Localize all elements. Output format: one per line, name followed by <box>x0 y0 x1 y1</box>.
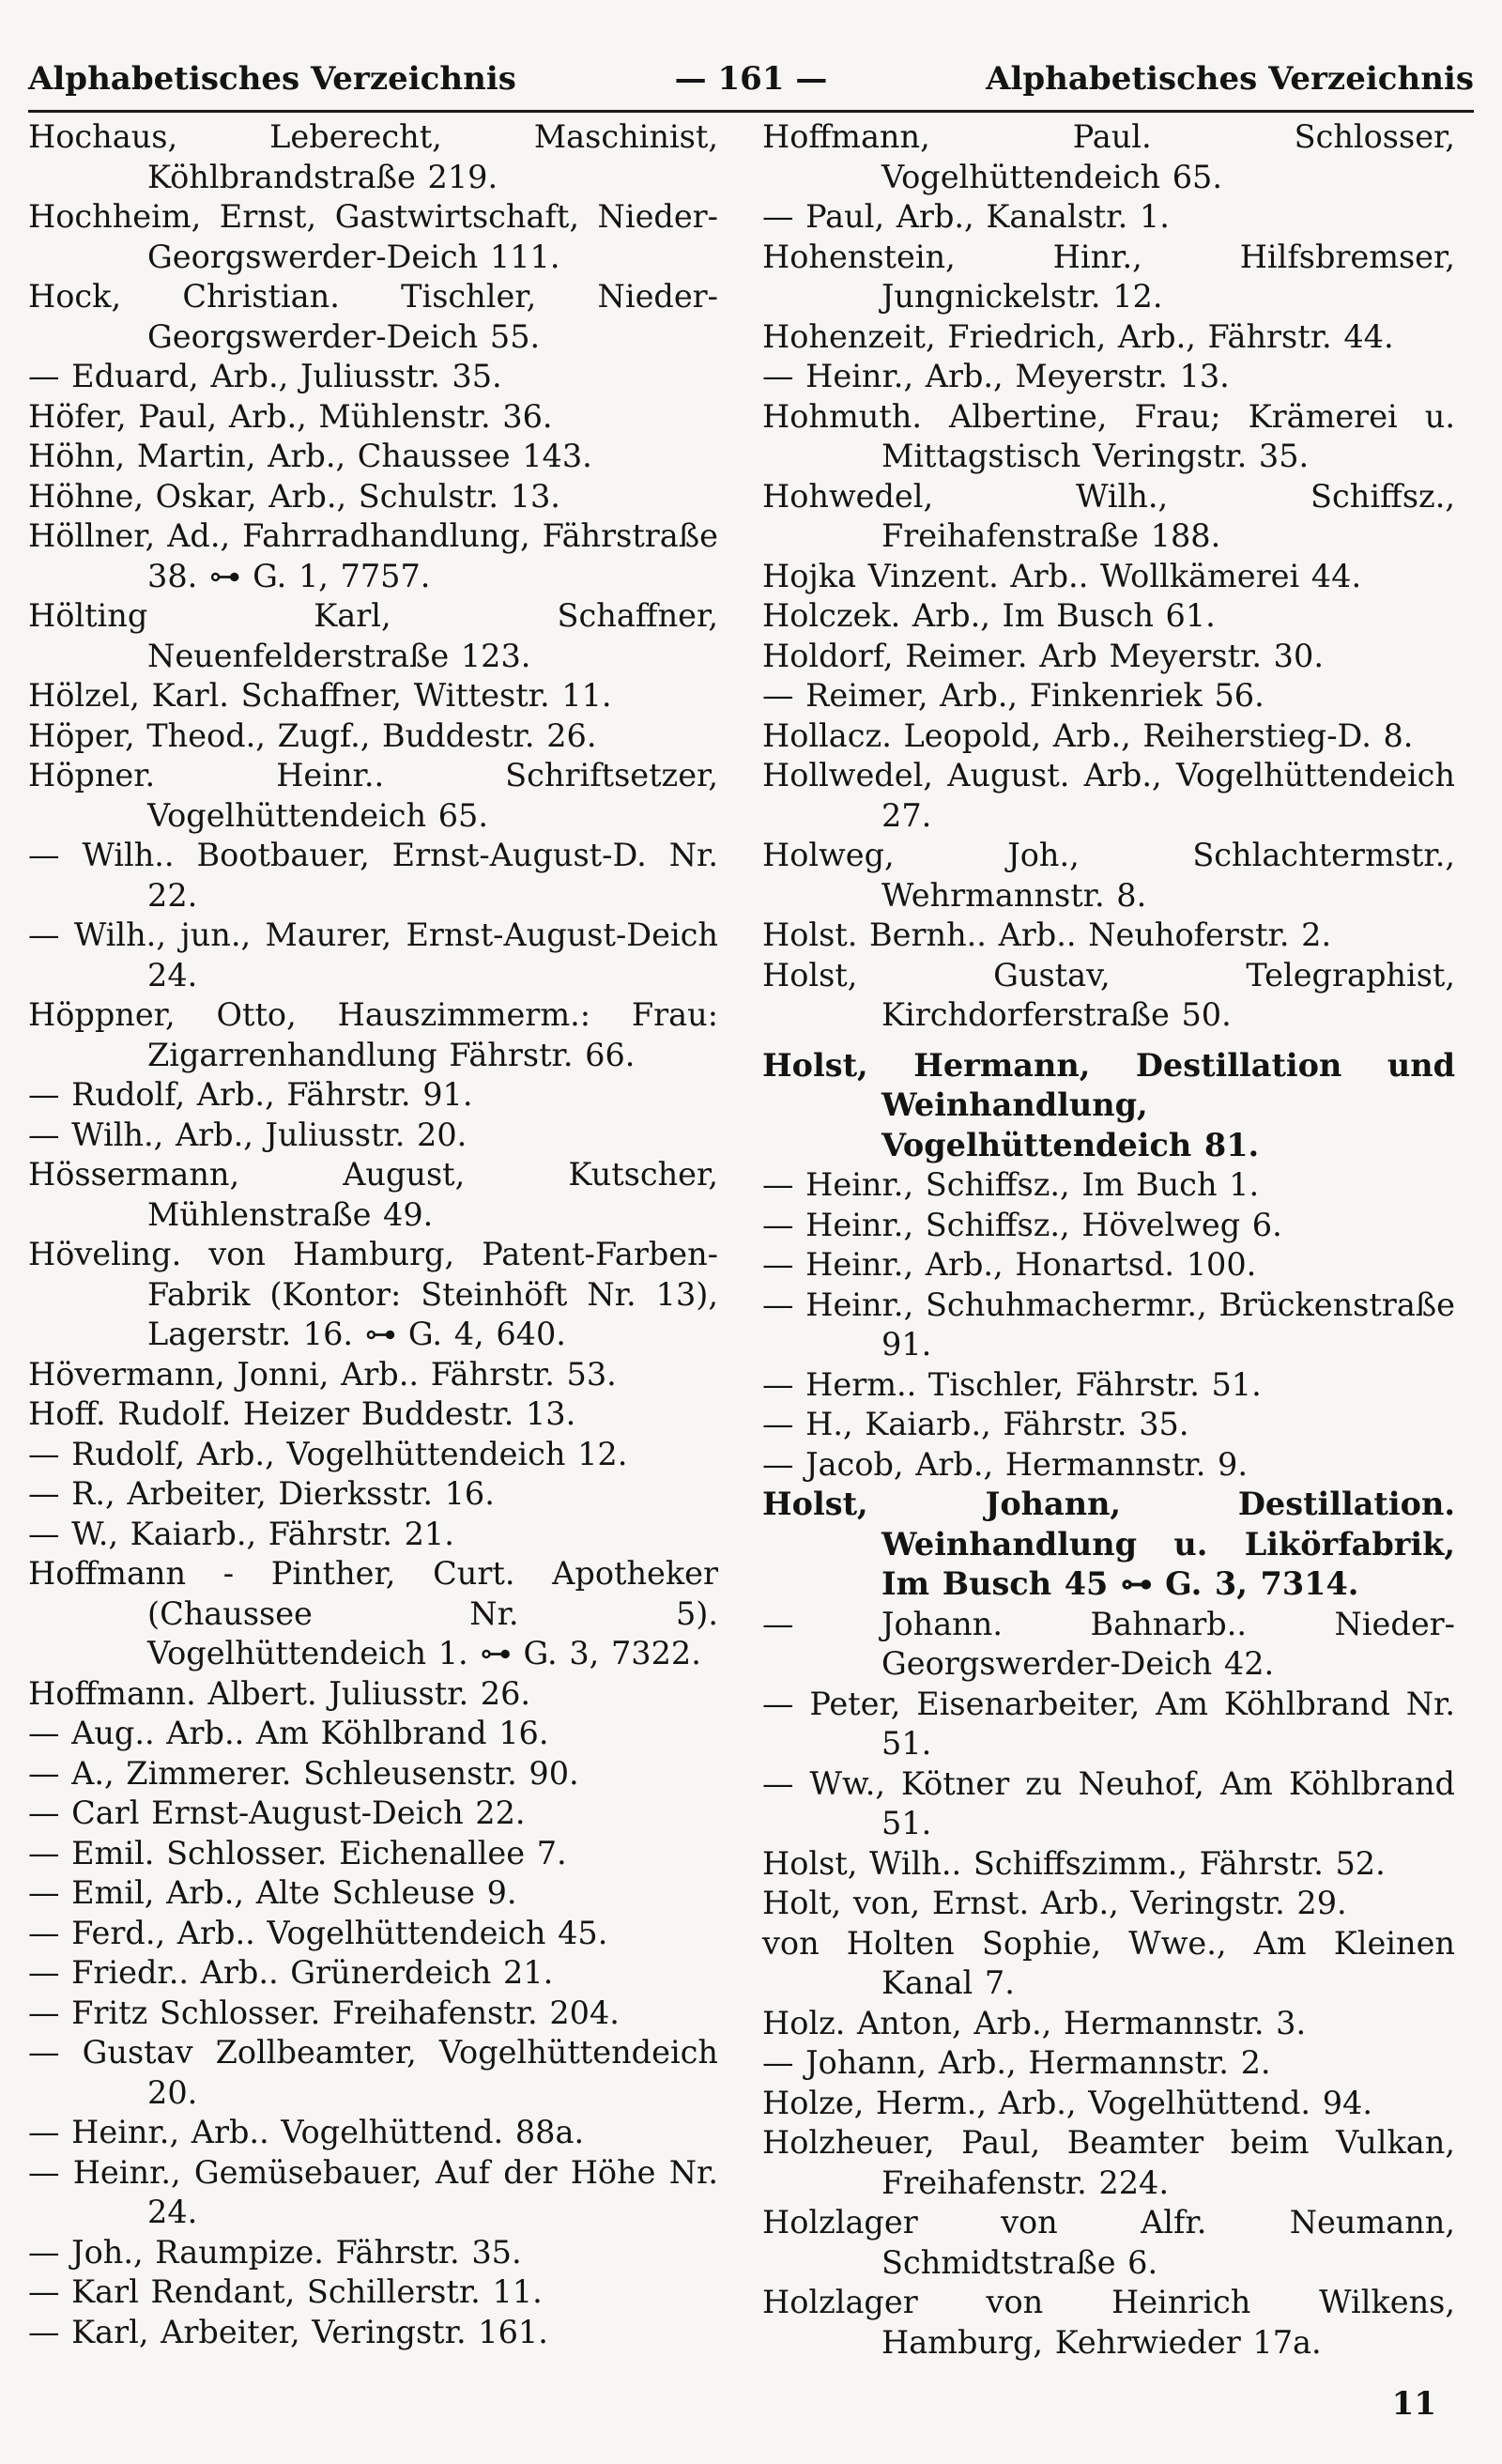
directory-entry: Hock, Christian. Tischler, Nieder-Georgswerder-Deich 55. <box>28 278 718 355</box>
directory-entry: — Heinr., Schiffsz., Hövelweg 6. <box>762 1206 1282 1243</box>
directory-entry: — Ww., Kötner zu Neuhof, Am Köhlbrand 51. <box>762 1764 1455 1841</box>
left-column <box>28 117 718 2352</box>
directory-entry: Holst. Bernh.. Arb.. Neuhoferstr. 2. <box>762 916 1332 953</box>
directory-entry: — Wilh.. Bootbauer, Ernst-August-D. Nr. 22. <box>28 837 718 914</box>
directory-entry: Hohmuth. Albertine, Frau; Krämerei u. Mittagstisch Veringstr. 35. <box>762 397 1455 474</box>
directory-entry: — Karl, Arbeiter, Veringstr. 161. <box>28 2313 548 2350</box>
page-header <box>28 54 1474 111</box>
directory-entry: Hochheim, Ernst, Gastwirtschaft, Nieder-Georgswerder-Deich 111. <box>28 198 718 275</box>
directory-entry: Holczek. Arb., Im Busch 61. <box>762 597 1216 634</box>
directory-entry: — Herm.. Tischler, Fährstr. 51. <box>762 1365 1262 1403</box>
directory-entry: — Gustav Zollbeamter, Vogelhüttendeich 20. <box>28 2034 718 2111</box>
directory-entry: Höhne, Oskar, Arb., Schulstr. 13. <box>28 477 560 515</box>
directory-entry: Holzheuer, Paul, Beamter beim Vulkan, Freihafenstr. 224. <box>762 2124 1455 2201</box>
page-number: — 161 — <box>674 60 828 98</box>
directory-entry: Hoff. Rudolf. Heizer Buddestr. 13. <box>28 1395 576 1432</box>
directory-entry: — Heinr., Gemüsebauer, Auf der Höhe Nr. 24. <box>28 2153 718 2230</box>
directory-entry: — Wilh., Arb., Juliusstr. 20. <box>28 1116 467 1153</box>
directory-entry: Hohenzeit, Friedrich, Arb., Fährstr. 44. <box>762 317 1394 355</box>
directory-entry: Hohwedel, Wilh., Schiffsz., Freihafenstraße 188. <box>762 477 1455 554</box>
directory-entry: Höhn, Martin, Arb., Chaussee 143. <box>28 438 592 474</box>
directory-entry: Holzlager von Alfr. Neumann, Schmidtstraße 6. <box>762 2204 1455 2281</box>
header-rule <box>28 110 1474 113</box>
directory-entry: Hövermann, Jonni, Arb.. Fährstr. 53. <box>28 1355 617 1393</box>
directory-entry: — Aug.. Arb.. Am Köhlbrand 16. <box>28 1715 549 1751</box>
directory-entry: Hoffmann, Paul. Schlosser, Vogelhüttendeich 65. <box>762 118 1455 195</box>
directory-entry: Holdorf, Reimer. Arb Meyerstr. 30. <box>762 637 1324 674</box>
directory-entry: Holweg, Joh., Schlachtermstr., Wehrmannstr. 8. <box>762 837 1455 914</box>
directory-entry: Hössermann, August, Kutscher, Mühlenstraße 49. <box>28 1156 718 1233</box>
directory-entry: — Heinr., Arb., Meyerstr. 13. <box>762 358 1230 394</box>
directory-entry: Höper, Theod., Zugf., Buddestr. 26. <box>28 716 597 754</box>
directory-entry: Holz. Anton, Arb., Hermannstr. 3. <box>762 2004 1307 2041</box>
directory-entry: — Friedr.. Arb.. Grünerdeich 21. <box>28 1954 554 1991</box>
directory-entry: Höveling. von Hamburg, Patent-Farben-Fabrik (Kontor: Steinhöft Nr. 13), Lagerstr. 16. ⊶ G. 4, 640. <box>28 1236 718 1352</box>
directory-entry: — Paul, Arb., Kanalstr. 1. <box>762 198 1170 235</box>
directory-entry: Holt, von, Ernst. Arb., Veringstr. 29. <box>762 1885 1347 1921</box>
directory-entry: — Heinr., Schiffsz., Im Buch 1. <box>762 1166 1260 1203</box>
directory-entry-bold: Holst, Johann, Destillation. Weinhandlung u. Likörfabrik, Im Busch 45 ⊶ G. 3, 7314. <box>762 1486 1455 1602</box>
entry-gap <box>762 1036 1455 1046</box>
directory-entry: — R., Arbeiter, Dierksstr. 16. <box>28 1475 495 1512</box>
directory-entry: — Rudolf, Arb., Fährstr. 91. <box>28 1076 473 1113</box>
directory-entry: — W., Kaiarb., Fährstr. 21. <box>28 1515 454 1552</box>
directory-entry: — A., Zimmerer. Schleusenstr. 90. <box>28 1754 579 1792</box>
directory-entry: — Ferd., Arb.. Vogelhüttendeich 45. <box>28 1914 608 1951</box>
directory-entry: — Johann, Arb., Hermannstr. 2. <box>762 2044 1271 2081</box>
directory-entry: — Jacob, Arb., Hermannstr. 9. <box>762 1445 1249 1483</box>
directory-entry: Hojka Vinzent. Arb.. Wollkämerei 44. <box>762 557 1362 594</box>
right-column <box>762 117 1455 2363</box>
directory-entry: Höpner. Heinr.. Schriftsetzer, Vogelhüttendeich 65. <box>28 757 718 834</box>
directory-entry: — Eduard, Arb., Juliusstr. 35. <box>28 358 502 394</box>
directory-entry: Hoffmann. Albert. Juliusstr. 26. <box>28 1674 531 1712</box>
directory-entry-bold: Holst, Hermann, Destillation und Weinhandlung, Vogelhüttendeich 81. <box>762 1046 1455 1163</box>
directory-entry: Hohenstein, Hinr., Hilfsbremser, Jungnickelstr. 12. <box>762 238 1455 315</box>
directory-entry: Holze, Herm., Arb., Vogelhüttend. 94. <box>762 2084 1372 2121</box>
directory-entry: Holst, Wilh.. Schiffszimm., Fährstr. 52. <box>762 1844 1386 1882</box>
directory-entry: — Wilh., jun., Maurer, Ernst-August-Deich 24. <box>28 916 718 993</box>
folio-number: 11 <box>1391 2385 1436 2423</box>
directory-entry: — Emil. Schlosser. Eichenallee 7. <box>28 1834 567 1871</box>
running-title-right: Alphabetisches Verzeichnis <box>986 60 1474 98</box>
directory-entry: Höppner, Otto, Hauszimmerm.: Frau: Zigarrenhandlung Fährstr. 66. <box>28 996 718 1073</box>
directory-entry: — Reimer, Arb., Finkenriek 56. <box>762 677 1264 714</box>
directory-entry: von Holten Sophie, Wwe., Am Kleinen Kanal 7. <box>762 1924 1455 2001</box>
directory-entry: — H., Kaiarb., Fährstr. 35. <box>762 1406 1189 1442</box>
directory-entry: Höfer, Paul, Arb., Mühlenstr. 36. <box>28 397 553 435</box>
directory-entry: — Emil, Arb., Alte Schleuse 9. <box>28 1874 517 1911</box>
directory-entry: — Johann. Bahnarb.. Nieder-Georgswerder-Deich 42. <box>762 1605 1455 1682</box>
directory-entry: — Joh., Raumpize. Fährstr. 35. <box>28 2233 522 2271</box>
directory-entry: Holzlager von Heinrich Wilkens, Hamburg, Kehrwieder 17a. <box>762 2284 1455 2361</box>
directory-entry: — Karl Rendant, Schillerstr. 11. <box>28 2273 543 2310</box>
running-title-left: Alphabetisches Verzeichnis <box>28 60 516 98</box>
directory-entry: Hölzel, Karl. Schaffner, Wittestr. 11. <box>28 677 612 714</box>
directory-entry: — Rudolf, Arb., Vogelhüttendeich 12. <box>28 1435 628 1472</box>
directory-entry: — Heinr., Arb.. Vogelhüttend. 88a. <box>28 2114 585 2150</box>
directory-entry: Hollacz. Leopold, Arb., Reiherstieg-D. 8. <box>762 716 1414 754</box>
directory-entry: — Heinr., Arb., Honartsd. 100. <box>762 1246 1257 1283</box>
directory-entry: Holst, Gustav, Telegraphist, Kirchdorferstraße 50. <box>762 956 1455 1033</box>
directory-entry: Hollwedel, August. Arb., Vogelhüttendeich 27. <box>762 757 1455 834</box>
directory-entry: Hoffmann - Pinther, Curt. Apotheker (Chaussee Nr. 5). Vogelhüttendeich 1. ⊶ G. 3, 7322. <box>28 1555 718 1671</box>
directory-entry: — Peter, Eisenarbeiter, Am Köhlbrand Nr. 51. <box>762 1685 1455 1762</box>
directory-entry: Höllner, Ad., Fahrradhandlung, Fährstraße 38. ⊶ G. 1, 7757. <box>28 517 718 594</box>
directory-entry: Hölting Karl, Schaffner, Neuenfelderstraße 123. <box>28 597 718 674</box>
directory-entry: — Fritz Schlosser. Freihafenstr. 204. <box>28 1994 620 2031</box>
directory-entry: — Heinr., Schuhmachermr., Brückenstraße 91. <box>762 1286 1455 1363</box>
directory-entry: Hochaus, Leberecht, Maschinist, Köhlbrandstraße 219. <box>28 118 718 195</box>
directory-entry: — Carl Ernst-August-Deich 22. <box>28 1794 526 1831</box>
